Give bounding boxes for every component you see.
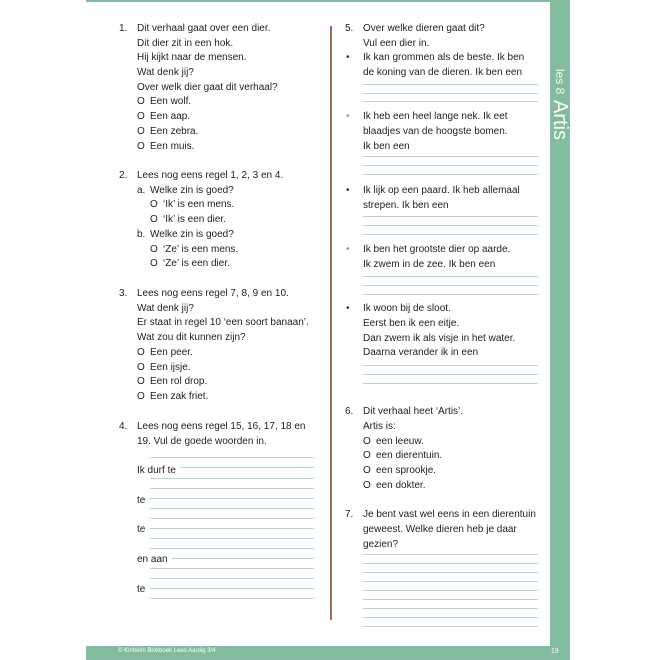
answer-line[interactable] <box>172 558 314 559</box>
answer-line[interactable] <box>363 608 538 609</box>
q4-line: Lees nog eens regel 15, 16, 17, 18 en <box>137 421 306 432</box>
q3-option[interactable]: O Een rol drop. <box>137 376 208 387</box>
answer-line <box>363 174 538 175</box>
radio-circle-icon: O <box>150 258 158 269</box>
answer-line <box>150 578 314 579</box>
q5-item-line: blaadjes van de hoogste bomen. <box>363 126 508 137</box>
q6-option[interactable]: O een sprookje. <box>363 465 437 476</box>
answer-line[interactable] <box>150 588 314 589</box>
answer-line[interactable] <box>363 554 538 555</box>
q4-fill-label: te <box>137 524 146 535</box>
answer-line <box>363 101 538 102</box>
q3-option[interactable]: O Een peer. <box>137 347 193 358</box>
top-border <box>86 0 550 2</box>
q5-item-line: Ik zwem in de zee. Ik ben een <box>363 259 496 270</box>
q5-item-line: Ik woon bij de sloot. <box>363 303 451 314</box>
answer-line <box>363 599 538 600</box>
radio-circle-icon: O <box>137 141 145 152</box>
q4-line: 19. Vul de goede woorden in. <box>137 436 267 447</box>
q3-line: Er staat in regel 10 ‘een soort banaan’. <box>137 317 309 328</box>
q1-line: Dit verhaal gaat over een dier. <box>137 23 271 34</box>
answer-line <box>363 617 538 618</box>
q5-line: Over welke dieren gaat dit? <box>363 23 485 34</box>
lesson-name: Artis <box>549 100 571 140</box>
q2b-option[interactable]: O ‘Ze’ is een dier. <box>150 258 230 269</box>
q1-line: Over welk dier gaat dit verhaal? <box>137 82 278 93</box>
q2b-label: b. <box>137 229 146 240</box>
answer-line <box>150 568 314 569</box>
answer-line <box>363 626 538 627</box>
answer-line <box>150 598 314 599</box>
q7-line: gezien? <box>363 539 399 550</box>
answer-line[interactable] <box>363 156 538 157</box>
q1-option[interactable]: O Een muis. <box>137 141 195 152</box>
q2-intro: Lees nog eens regel 1, 2, 3 en 4. <box>137 170 284 181</box>
answer-line <box>363 572 538 573</box>
q2a-label: a. <box>137 185 146 196</box>
q6-number: 6. <box>345 406 354 417</box>
q6-option[interactable]: O een dierentuin. <box>363 450 443 461</box>
radio-circle-icon: O <box>150 199 158 210</box>
answer-line <box>363 294 538 295</box>
radio-circle-icon: O <box>150 214 158 225</box>
q1-line: Hij kijkt naar de mensen. <box>137 52 247 63</box>
bullet-icon: • <box>346 185 350 196</box>
q4-fill-label: te <box>137 495 146 506</box>
answer-line[interactable] <box>150 498 314 499</box>
q6-line: Artis is: <box>363 421 396 432</box>
q2a-option[interactable]: O ‘Ik’ is een mens. <box>150 199 235 210</box>
radio-circle-icon: O <box>137 126 145 137</box>
q6-option[interactable]: O een leeuw. <box>363 436 424 447</box>
answer-line <box>363 93 538 94</box>
q5-item-line: Eerst ben ik een eitje. <box>363 318 460 329</box>
q2a-option[interactable]: O ‘Ik’ is een dier. <box>150 214 226 225</box>
q7-number: 7. <box>345 509 354 520</box>
answer-line <box>150 508 314 509</box>
q3-option[interactable]: O Een ijsje. <box>137 362 191 373</box>
answer-line <box>363 225 538 226</box>
answer-line <box>363 165 538 166</box>
q2b-question: Welke zin is goed? <box>150 229 234 240</box>
radio-circle-icon: O <box>363 450 371 461</box>
q5-item-line: Ik ben een <box>363 141 410 152</box>
answer-line <box>363 234 538 235</box>
radio-circle-icon: O <box>363 465 371 476</box>
q3-option[interactable]: O Een zak friet. <box>137 391 209 402</box>
q7-line: Je bent vast wel eens in een dierentuin <box>363 509 536 520</box>
q5-item-line: Ik kan grommen als de beste. Ik ben <box>363 52 525 63</box>
radio-circle-icon: O <box>137 111 145 122</box>
radio-circle-icon: O <box>137 391 145 402</box>
q1-option[interactable]: O Een aap. <box>137 111 191 122</box>
answer-line <box>363 383 538 384</box>
q5-item-line: Daarna verander ik in een <box>363 347 479 358</box>
q1-number: 1. <box>119 23 128 34</box>
answer-line[interactable] <box>150 528 314 529</box>
bullet-icon: • <box>346 303 350 314</box>
bullet-icon: • <box>346 244 350 255</box>
lesson-title <box>550 20 570 140</box>
q4-number: 4. <box>119 421 128 432</box>
answer-line[interactable] <box>363 84 538 85</box>
q3-line: Wat denk jij? <box>137 303 194 314</box>
q1-line: Wat denk jij? <box>137 67 194 78</box>
answer-line <box>150 478 314 479</box>
answer-line <box>150 518 314 519</box>
q3-line: Wat zou dit kunnen zijn? <box>137 332 246 343</box>
q7-line: geweest. Welke dieren heb je daar <box>363 524 517 535</box>
q6-line: Dit verhaal heet ‘Artis’. <box>363 406 464 417</box>
answer-line <box>363 563 538 564</box>
answer-line[interactable] <box>363 276 538 277</box>
q4-fill-label: en aan <box>137 554 168 565</box>
q5-item-line: Ik ben het grootste dier op aarde. <box>363 244 511 255</box>
q5-number: 5. <box>345 23 354 34</box>
q5-item-line: Dan zwem ik als visje in het water. <box>363 333 516 344</box>
radio-circle-icon: O <box>363 480 371 491</box>
lesson-number: les 8 <box>553 68 567 94</box>
q5-item-line: strepen. Ik ben een <box>363 200 449 211</box>
answer-line <box>363 285 538 286</box>
q1-option[interactable]: O Een zebra. <box>137 126 199 137</box>
bullet-icon: • <box>346 111 350 122</box>
q5-item-line: de koning van de dieren. Ik ben een <box>363 67 523 78</box>
q3-number: 3. <box>119 288 128 299</box>
answer-line <box>150 488 314 489</box>
q2b-option[interactable]: O ‘Ze’ is een mens. <box>150 244 239 255</box>
page-number: 19 <box>551 648 559 655</box>
q6-option[interactable]: O een dokter. <box>363 480 426 491</box>
radio-circle-icon: O <box>137 376 145 387</box>
q2-number: 2. <box>119 170 128 181</box>
q3-line: Lees nog eens regel 7, 8, 9 en 10. <box>137 288 289 299</box>
q4-fill-label: Ik durf te <box>137 465 176 476</box>
answer-line <box>150 457 314 458</box>
radio-circle-icon: O <box>150 244 158 255</box>
answer-line <box>150 538 314 539</box>
q4-fill-label: te <box>137 584 146 595</box>
answer-line <box>363 590 538 591</box>
q2a-question: Welke zin is goed? <box>150 185 234 196</box>
q5-item-line: Ik lijk op een paard. Ik heb allemaal <box>363 185 520 196</box>
answer-line <box>363 374 538 375</box>
footer-copyright: © Kinheim Blokboek Lees Aardig 3/4 <box>118 648 216 654</box>
q5-item-line: Ik heb een heel lange nek. Ik eet <box>363 111 508 122</box>
answer-line[interactable] <box>363 216 538 217</box>
radio-circle-icon: O <box>363 436 371 447</box>
radio-circle-icon: O <box>137 96 145 107</box>
bullet-icon: • <box>346 52 350 63</box>
answer-line <box>150 548 314 549</box>
q1-option[interactable]: O Een wolf. <box>137 96 192 107</box>
column-divider <box>330 26 332 620</box>
answer-line[interactable] <box>180 467 314 468</box>
answer-line[interactable] <box>363 365 538 366</box>
q1-line: Dit dier zit in een hok. <box>137 38 234 49</box>
answer-line[interactable] <box>363 581 538 582</box>
radio-circle-icon: O <box>137 347 145 358</box>
radio-circle-icon: O <box>137 362 145 373</box>
q5-line: Vul een dier in. <box>363 38 430 49</box>
